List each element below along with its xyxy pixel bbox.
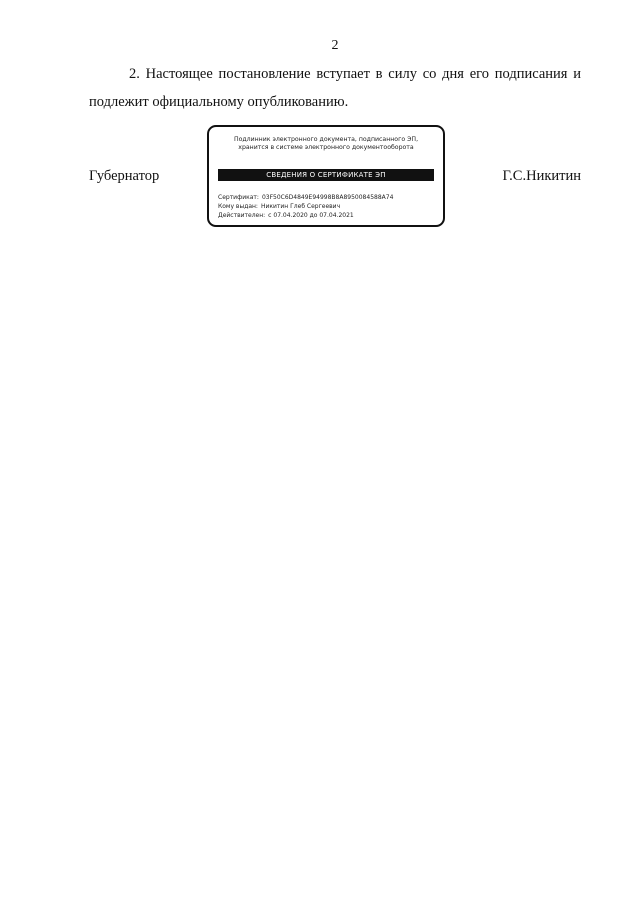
validity-row	[218, 211, 437, 220]
issued-to-row	[218, 202, 437, 211]
validity-label: Действителен:	[218, 212, 266, 219]
signatory-name: Г.С.Никитин	[502, 168, 581, 184]
electronic-signature-stamp	[207, 125, 445, 227]
stamp-details	[218, 193, 437, 220]
resolution-paragraph: 2. Настоящее постановление вступает в силу со дня его подписания и подлежит официальному опубликованию.	[89, 66, 581, 110]
stamp-banner: СВЕДЕНИЯ О СЕРТИФИКАТЕ ЭП	[218, 169, 434, 181]
certificate-label: Сертификат:	[218, 194, 259, 201]
stamp-header-line-2: хранится в системе электронного документооборота	[238, 144, 414, 151]
page-number: 2	[331, 38, 339, 53]
certificate-row	[218, 193, 437, 202]
issued-to-label: Кому выдан:	[218, 203, 258, 210]
certificate-value: 03F50C6D4849E94998B8A8950084588A74	[261, 194, 394, 201]
stamp-header-line-1: Подлинник электронного документа, подписанного ЭП,	[233, 136, 419, 143]
validity-value: с 07.04.2020 до 07.04.2021	[268, 212, 354, 219]
issued-to-value: Никитин Глеб Сергеевич	[260, 203, 341, 210]
signatory-title: Губернатор	[89, 168, 160, 184]
stamp-header	[215, 136, 437, 152]
